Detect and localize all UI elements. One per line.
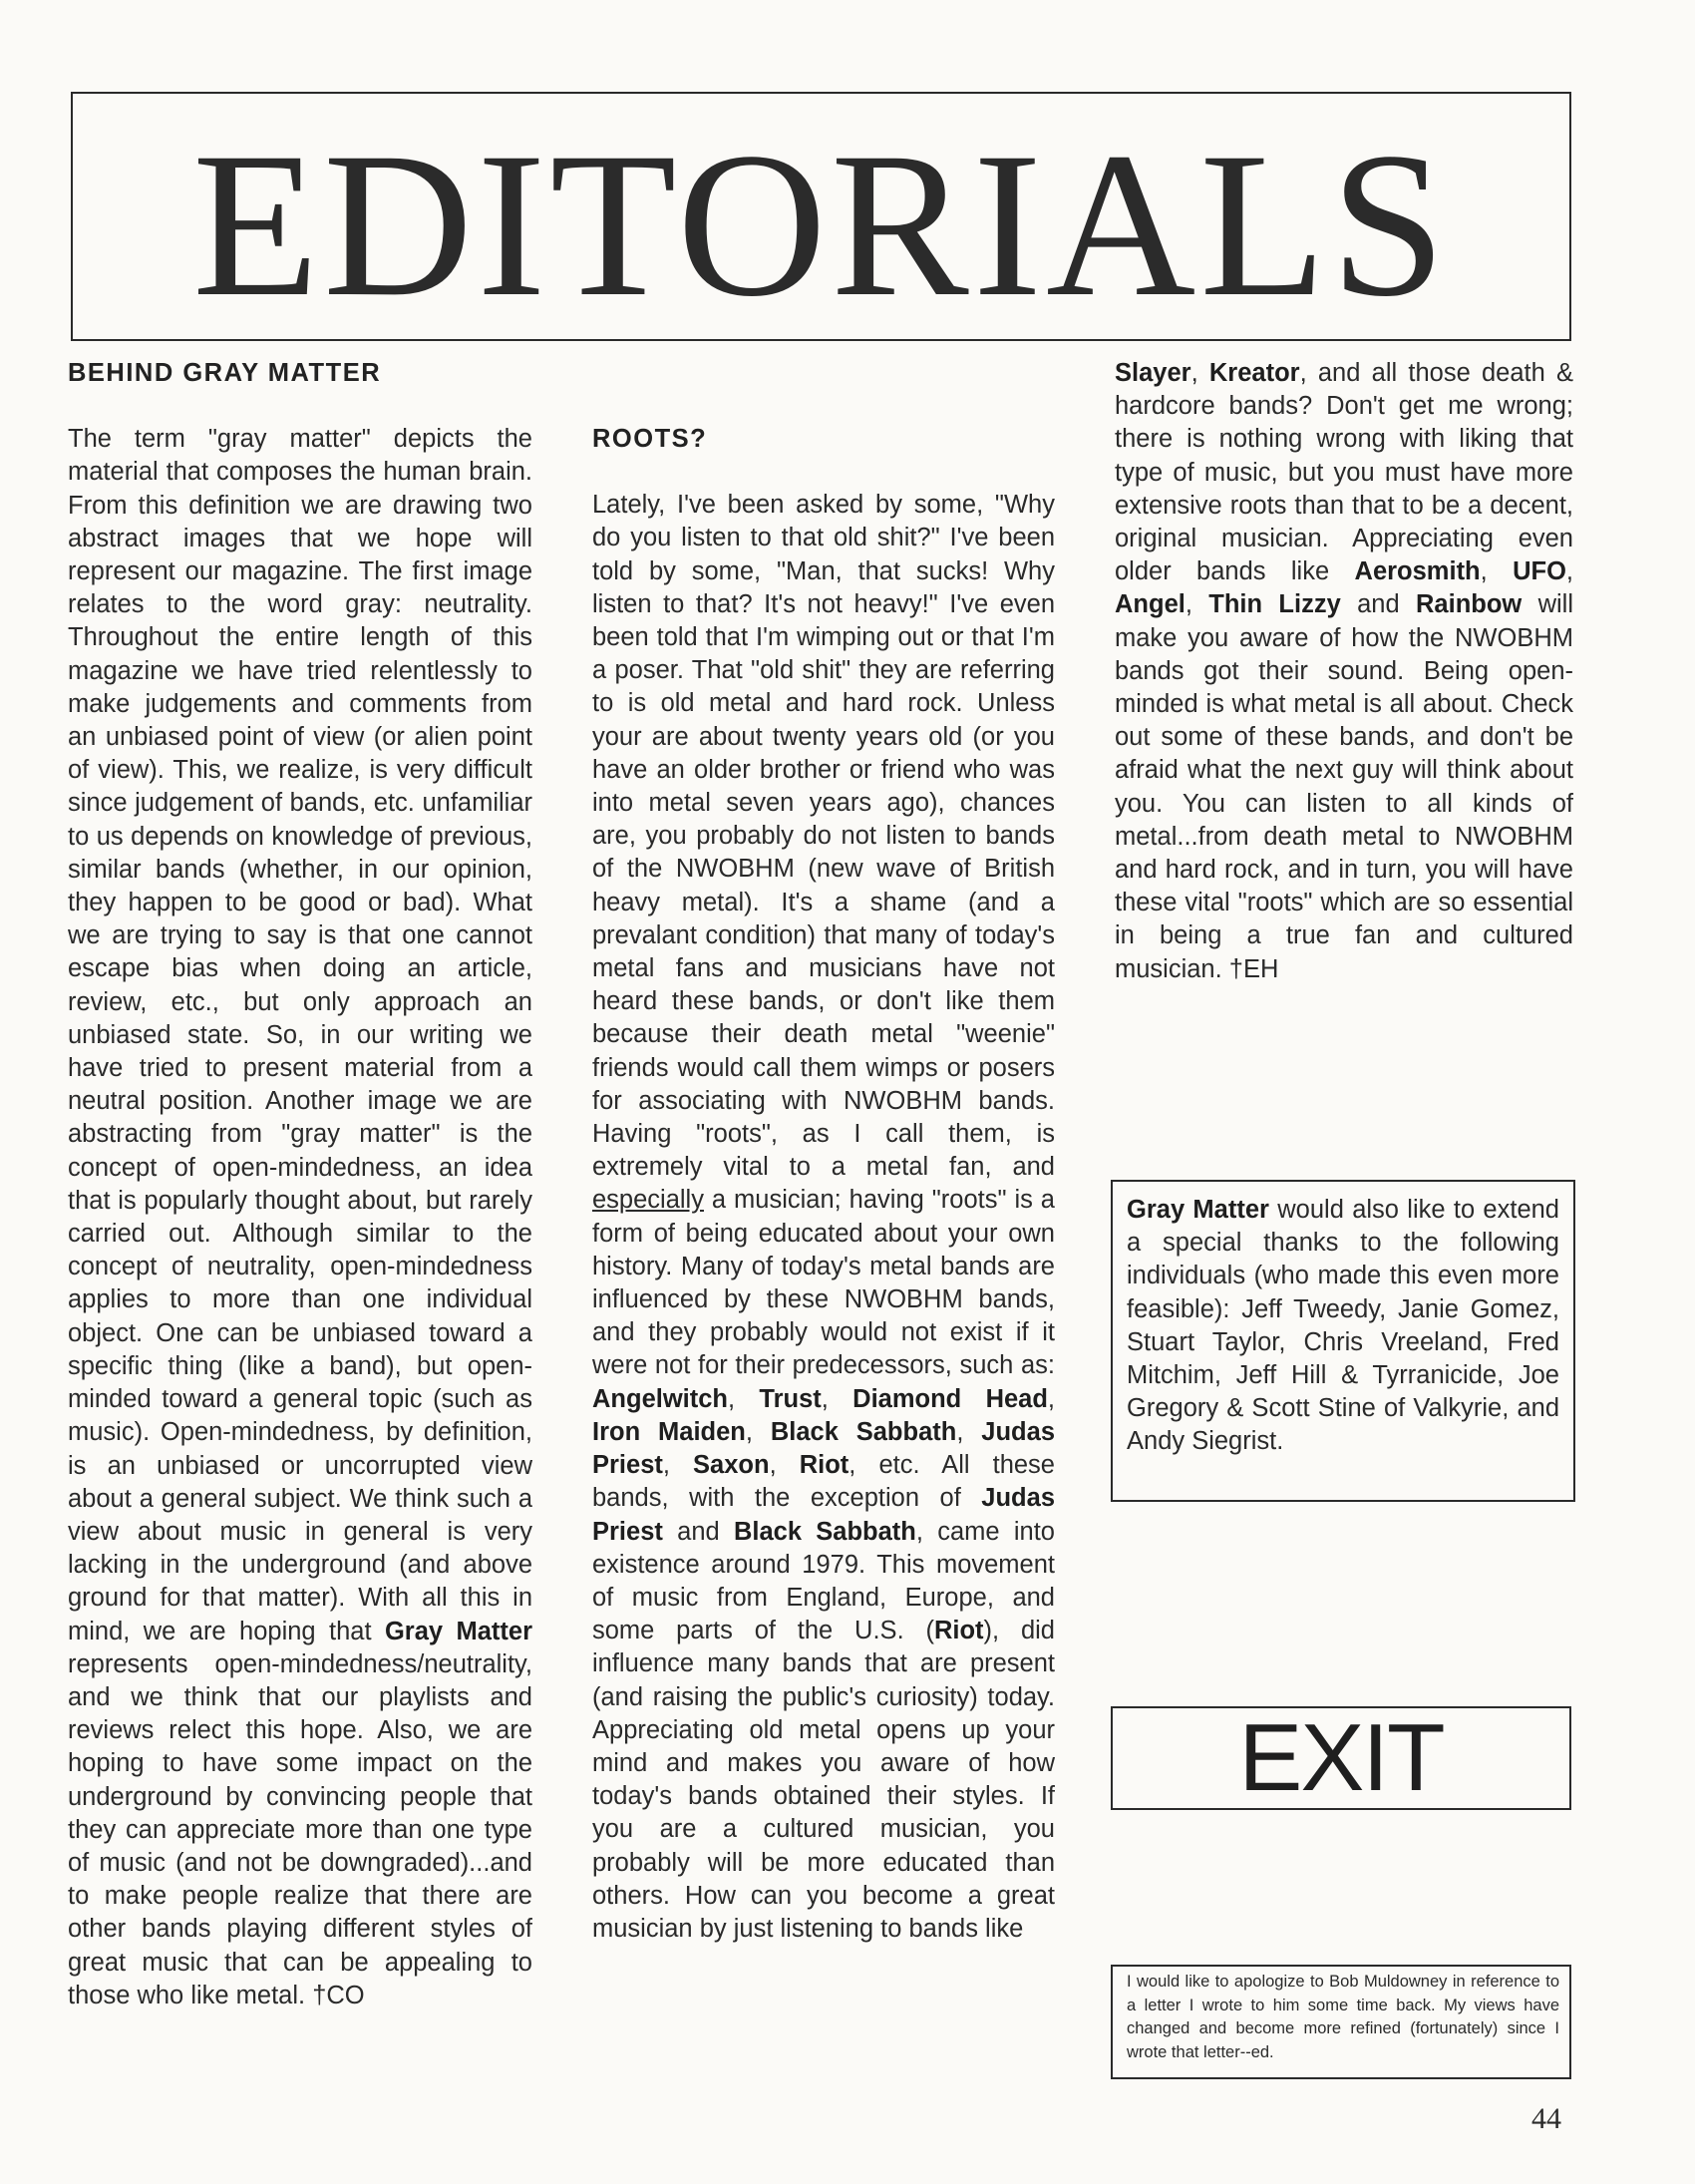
article-heading-roots: ROOTS? [592,425,708,453]
article-body-roots-continued: Slayer, Kreator, and all those death & hardcore bands? Don't get me wrong; there is nothing wrong with liking that type of music, but you must have more extensive roots than that to be a decent, original musician. Appreciating even older bands like Aerosmith, UFO, Angel, Thin Lizzy and Rainbow will make you aware of how the NWOBHM bands got their sound. Being open-minded is what metal is all about. Check out some of these bands, and don't be afraid what the next guy will think about you. You can listen to all kinds of metal...from death metal to NWOBHM and hard rock, and in turn, you will have these vital "roots" which are so essential in being a true fan and cultured musician. †EH [1115,359,1574,983]
bold-gray-matter: Gray Matter [384,1617,532,1645]
editorials-banner [71,92,1571,341]
article-heading-gray-matter: BEHIND GRAY MATTER [68,359,382,387]
page-number: 44 [1531,2102,1561,2135]
thanks-box [1111,1180,1575,1502]
exit-label: EXIT [1238,1704,1444,1811]
article-body-gray-matter: The term "gray matter" depicts the material that composes the human brain. From this definition we are drawing two abstract images that we hope will represent our magazine. The first image relates to the word gray: neutrality. Throughout the entire length of this magazine we have tried relentlessly to make judgements and comments from an unbiased point of view (or alien point of view). This, we realize, is very difficult since judgement of bands, etc. unfamiliar to us depends on knowledge of previous, similar bands (whether, in our opinion, they happen to be good or bad). What we are trying to say is that one cannot escape bias when doing an article, review, etc., but only approach an unbiased state. So, in our writing we have tried to present material from a neutral position. Another image we are abstracting from "gray matter" is the concept of open-mindedness, an idea that is popularly thought about, but rarely carried out. Although similar to the concept of neutrality, open-mindedness applies to more than one individual object. One can be unbiased toward a specific thing (like a band), but open-minded toward a general topic (such as music). Open-mindedness, by definition, is an unbiased or uncorrupted view about a general subject. We think such a view about music in general is very lacking in the underground (and above ground for that matter). With all this in mind, we are hoping that Gray Matter represents open-mindedness/neutrality, and we think that our playlists and reviews relect this hope. Also, we are hoping to have some impact on the underground by convincing people that they can appreciate more than one type of music (and not be downgraded)...and to make people realize that there are other bands playing different styles of great music that can be appealing to those who like metal. †CO [68,425,532,2009]
page-title: EDITORIALS [192,110,1450,339]
exit-box [1111,1706,1571,1810]
column-2 [592,357,1055,2144]
column-3 [1115,357,1573,986]
thanks-text: Gray Matter would also like to extend a special thanks to the following individuals (who made this even more feasible): Jeff Tweedy, Janie Gomez, Stuart Taylor, Chris Vreeland, Fred Mitchim, Jeff Hill & Tyrranicide, Joe Gregory & Scott Stine of Valkyrie, and Andy Siegrist. [1127,1196,1559,1456]
article-body-roots: Lately, I've been asked by some, "Why do you listen to that old shit?" I've been told by some, "Man, that sucks! Why listen to that? It's not heavy!" I've even been told that I'm wimping out or that I'm a poser. That "old shit" they are referring to is old metal and hard rock. Unless your are about twenty years old (or you have an older brother or friend who was into metal seven years ago), chances are, you probably do not listen to bands of the NWOBHM (new wave of British heavy metal). It's a shame (and a prevalant condition) that many of today's metal fans and musicians have not heard these bands, or don't like them because their death metal "weenie" friends would call them wimps or posers for associating with NWOBHM bands. Having "roots", as I call them, is extremely vital to a metal fan, and especially a musician; having "roots" is a form of being educated about your own history. Many of today's metal bands are influenced by these NWOBHM bands, and they probably would not exist if it were not for their predecessors, such as: Angelwitch, Trust, Diamond Head, Iron Maiden, Black Sabbath, Judas Priest, Saxon, Riot, etc. All these bands, with the exception of Judas Priest and Black Sabbath, came into existence around 1979. This movement of music from England, Europe, and some parts of the U.S. (Riot), did influence many bands that are present (and raising the public's curiosity) today. Appreciating old metal opens up your mind and makes you aware of how today's bands obtained their styles. If you are a cultured musician, you probably will be more educated than others. How can you become a great musician by just listening to bands like [592,491,1055,1943]
apology-text: I would like to apologize to Bob Muldowney in reference to a letter I wrote to him some time back. My views have changed and become more refined (fortunately) since I wrote that letter--ed. [1127,1973,1559,2061]
apology-box [1111,1965,1571,2079]
column-1 [68,357,532,2089]
